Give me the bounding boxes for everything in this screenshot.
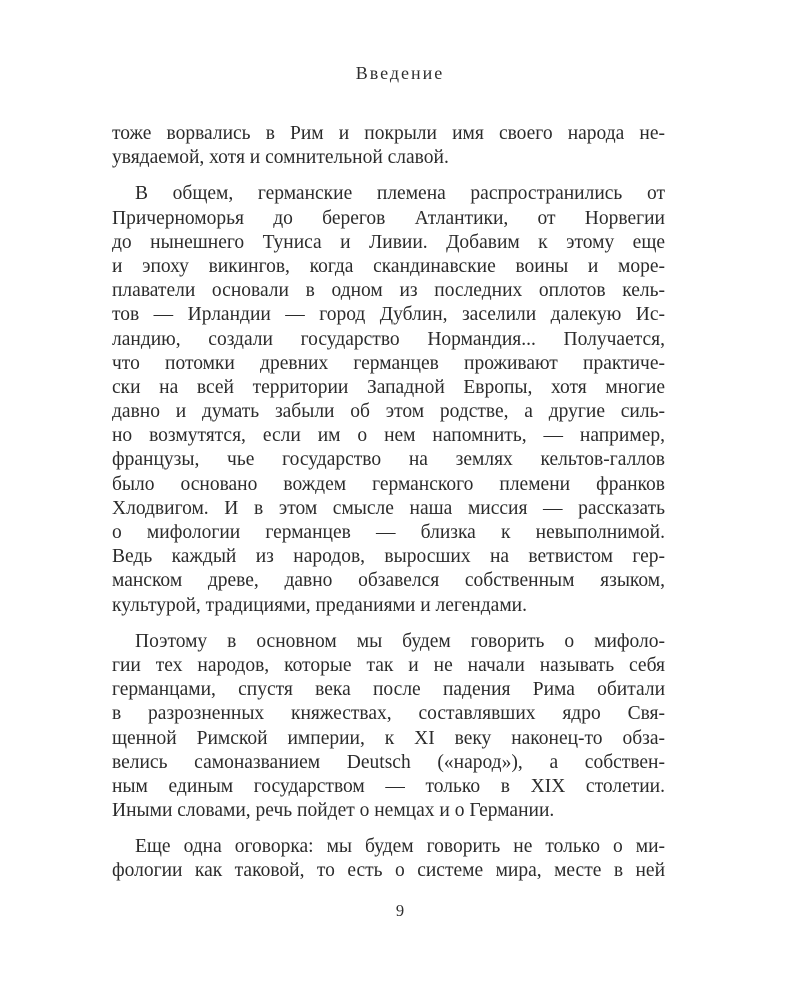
text-line: Причерноморья до берегов Атлантики, от Норвегии (112, 207, 665, 229)
text-line: Хлодвигом. И в этом смысле наша миссия — рассказать (112, 497, 665, 519)
text-line: Еще одна оговорка: мы будем говорить не только о ми- (135, 836, 665, 858)
text-block (112, 122, 665, 884)
paragraph (112, 835, 665, 883)
text-line: в разрозненных княжествах, составлявших ядро Свя- (112, 703, 665, 725)
text-line: В общем, германские племена распространились от (135, 183, 665, 205)
text-line: Поэтому в основном мы будем говорить о мифоло- (135, 630, 665, 652)
text-line: велись самоназванием Deutsch («народ»), а собствен- (112, 751, 665, 773)
paragraph (112, 630, 665, 824)
text-line: и эпоху викингов, когда скандинавские воины и море- (112, 255, 665, 277)
text-line: но возмутятся, если им о нем напомнить, — например, (112, 425, 665, 447)
paragraph (112, 122, 665, 170)
text-line: гии тех народов, которые так и не начали называть себя (112, 654, 665, 676)
text-line: о мифологии германцев — близка к невыполнимой. (112, 522, 665, 543)
text-line: плаватели основали в одном из последних оплотов кель- (112, 280, 665, 302)
text-line: французы, чье государство на землях кельтов-галлов (112, 449, 665, 471)
paragraph (112, 182, 665, 617)
text-line: германцами, спустя века после падения Рима обитали (112, 679, 665, 701)
text-line: культурой, традициями, преданиями и легендами. (112, 594, 527, 616)
text-line: увядаемой, хотя и сомнительной славой. (112, 147, 449, 169)
text-line: Иными словами, речь пойдет о немцах и о Германии. (112, 800, 555, 822)
text-line: ным единым государством — только в XIX столетии. (112, 775, 665, 797)
text-line: тов — Ирландии — город Дублин, заселили далекую Ис- (112, 304, 665, 326)
text-line: тоже ворвались в Рим и покрыли имя своего народа не- (112, 123, 665, 144)
text-line: фологии как таковой, то есть о системе мира, месте в ней (112, 860, 665, 882)
text-line: что потомки древних германцев проживают практиче- (112, 352, 665, 374)
text-line: щенной Римской империи, к XI веку наконец-то обза- (112, 727, 665, 749)
text-line: до нынешнего Туниса и Ливии. Добавим к этому еще (112, 231, 665, 253)
running-head: Введение (355, 63, 445, 83)
text-line: давно и думать забыли об этом родстве, а другие силь- (112, 401, 665, 423)
text-line: ландию, создали государство Нормандия... Получается, (112, 328, 665, 350)
page-number: 9 (395, 901, 405, 920)
text-line: было основано вождем германского племени франков (112, 473, 665, 495)
text-line: ски на всей территории Западной Европы, хотя многие (112, 376, 665, 398)
text-line: Ведь каждый из народов, выросших на ветвистом гер- (112, 546, 665, 568)
text-line: манском древе, давно обзавелся собственным языком, (112, 570, 665, 592)
